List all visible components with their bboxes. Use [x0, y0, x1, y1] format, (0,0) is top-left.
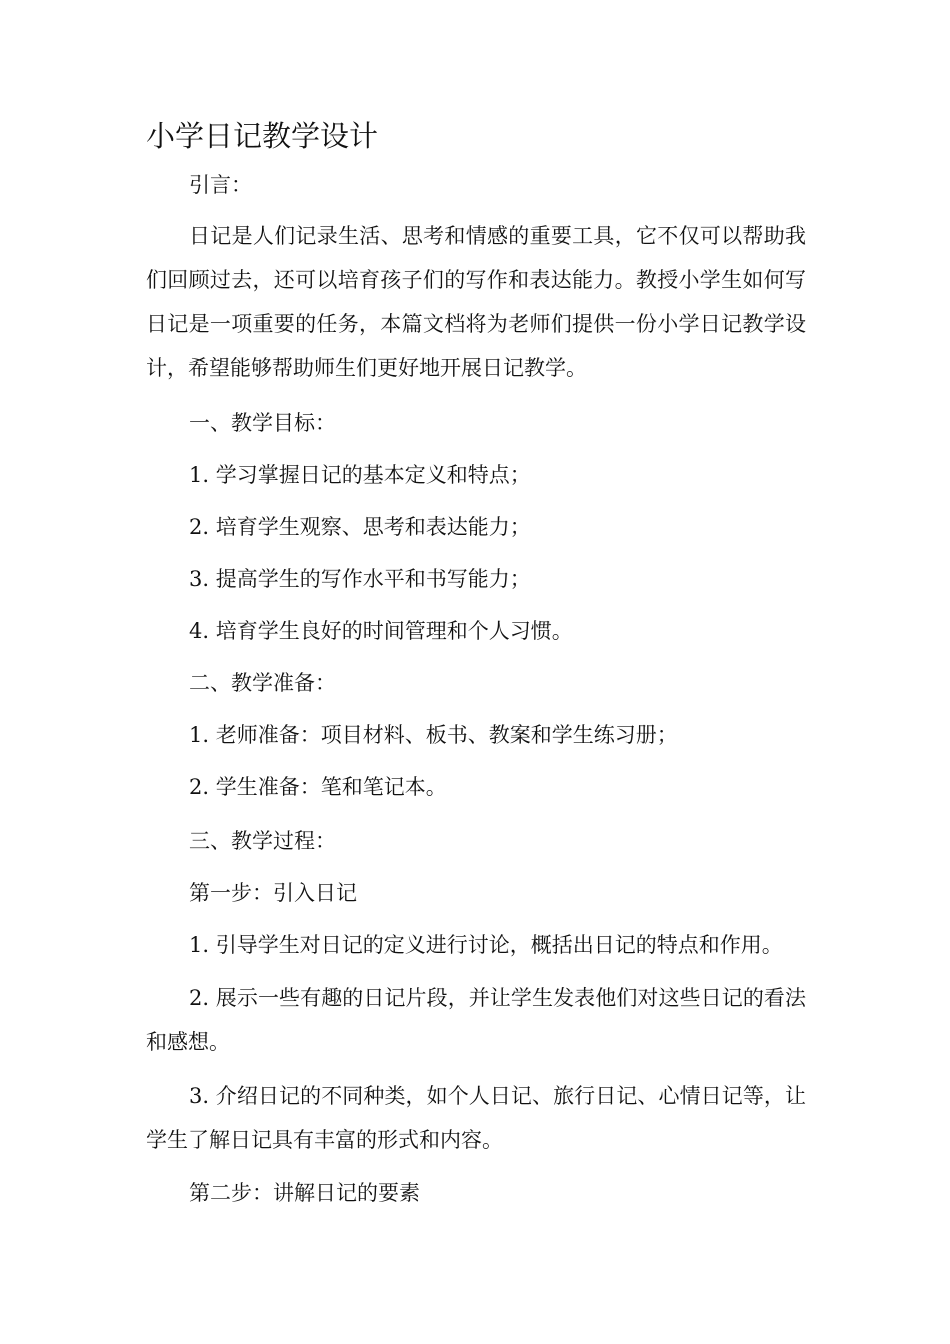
section-heading-process: 三、教学过程： — [189, 829, 336, 853]
step-one-heading: 第一步：引入日记 — [189, 881, 357, 905]
goal-item-3: 3. 提高学生的写作水平和书写能力； — [189, 567, 531, 591]
section-heading-preparation: 二、教学准备： — [189, 671, 336, 695]
process-item-1: 1. 引导学生对日记的定义进行讨论，概括出日记的特点和作用。 — [189, 933, 783, 957]
preparation-item-1: 1. 老师准备：项目材料、板书、教案和学生练习册； — [189, 723, 678, 747]
process-item-2: 2. 展示一些有趣的日记片段，并让学生发表他们对这些日记的看法和感想。 — [146, 986, 806, 1054]
goal-item-4: 4. 培育学生良好的时间管理和个人习惯。 — [189, 619, 573, 643]
goal-item-2: 2. 培育学生观察、思考和表达能力； — [189, 515, 531, 539]
section-heading-goals: 一、教学目标： — [189, 411, 336, 435]
intro-paragraph: 日记是人们记录生活、思考和情感的重要工具，它不仅可以帮助我们回顾过去，还可以培育孩子们的写作和表达能力。教授小学生如何写日记是一项重要的任务，本篇文档将为老师们提供一份小学日记教学设计，希望能够帮助师生们更好地开展日记教学。 — [146, 224, 806, 380]
intro-heading: 引言： — [189, 173, 252, 197]
process-item-3: 3. 介绍日记的不同种类，如个人日记、旅行日记、心情日记等，让学生了解日记具有丰富的形式和内容。 — [146, 1084, 806, 1152]
step-two-heading: 第二步：讲解日记的要素 — [189, 1181, 420, 1205]
document-title: 小学日记教学设计 — [146, 119, 379, 153]
goal-item-1: 1. 学习掌握日记的基本定义和特点； — [189, 463, 531, 487]
preparation-item-2: 2. 学生准备：笔和笔记本。 — [189, 775, 447, 799]
